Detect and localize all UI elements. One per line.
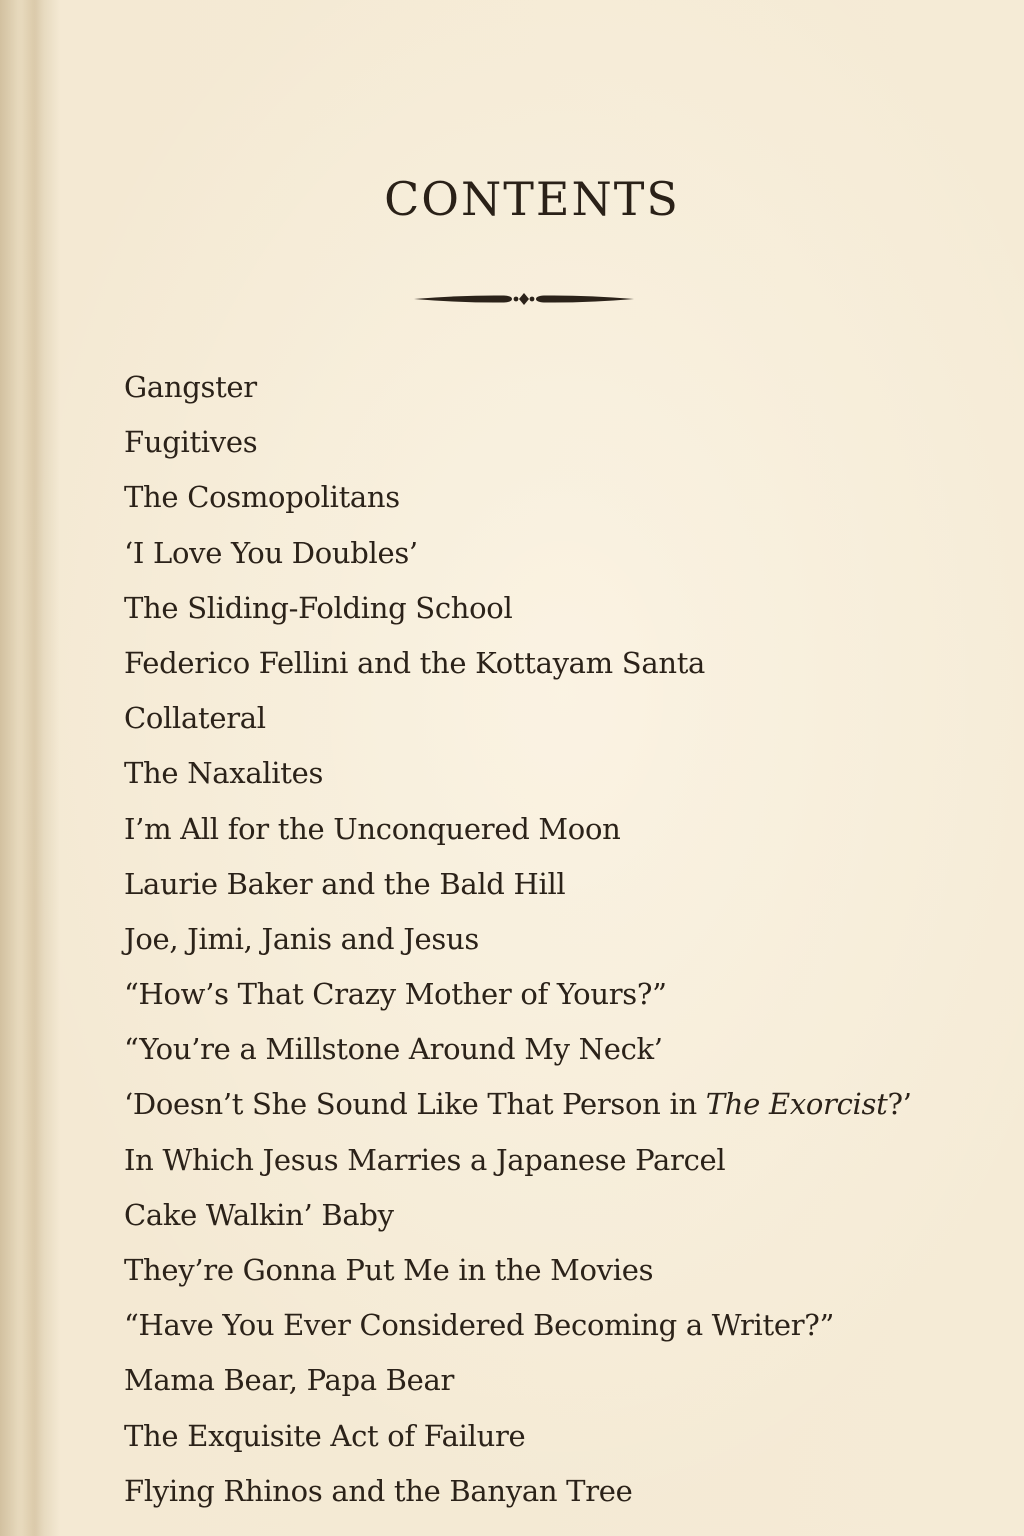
- contents-entry: The Naxalites: [124, 756, 324, 791]
- contents-entry: The Exquisite Act of Failure: [124, 1418, 526, 1453]
- contents-entry: Joe, Jimi, Janis and Jesus: [124, 921, 479, 956]
- contents-entry: Fugitives: [124, 425, 258, 460]
- page-gutter: [0, 0, 60, 1536]
- contents-entry: Federico Fellini and the Kottayam Santa: [124, 645, 706, 680]
- contents-entry: Mama Bear, Papa Bear: [124, 1363, 455, 1398]
- contents-entry: “Have You Ever Considered Becoming a Writer?”: [124, 1308, 835, 1343]
- contents-list: [124, 364, 912, 1523]
- contents-entry: In Which Jesus Marries a Japanese Parcel: [124, 1142, 726, 1177]
- page-title: CONTENTS: [384, 172, 680, 226]
- flourish-divider-icon: [412, 288, 636, 310]
- contents-entry-italic: The Exorcist: [705, 1087, 888, 1122]
- contents-entry: They’re Gonna Put Me in the Movies: [124, 1253, 654, 1287]
- contents-entry: Collateral: [124, 701, 266, 736]
- contents-entry: “You’re a Millstone Around My Neck’: [124, 1032, 663, 1067]
- contents-entry: Laurie Baker and the Bald Hill: [124, 866, 566, 901]
- contents-entry: I’m All for the Unconquered Moon: [124, 811, 621, 846]
- contents-entry-suffix: ?’: [887, 1087, 912, 1122]
- contents-entry: Gangster: [124, 370, 257, 404]
- contents-entry: [124, 1081, 912, 1136]
- contents-entry: The Sliding-Folding School: [124, 590, 513, 625]
- contents-entry: Flying Rhinos and the Banyan Tree: [124, 1473, 633, 1508]
- contents-entry: Cake Walkin’ Baby: [124, 1197, 394, 1232]
- contents-entry-prefix: ‘Doesn’t She Sound Like That Person in: [124, 1087, 706, 1122]
- contents-entry: ‘I Love You Doubles’: [124, 535, 418, 570]
- contents-entry: “How’s That Crazy Mother of Yours?”: [124, 977, 667, 1012]
- contents-entry: The Cosmopolitans: [124, 480, 400, 515]
